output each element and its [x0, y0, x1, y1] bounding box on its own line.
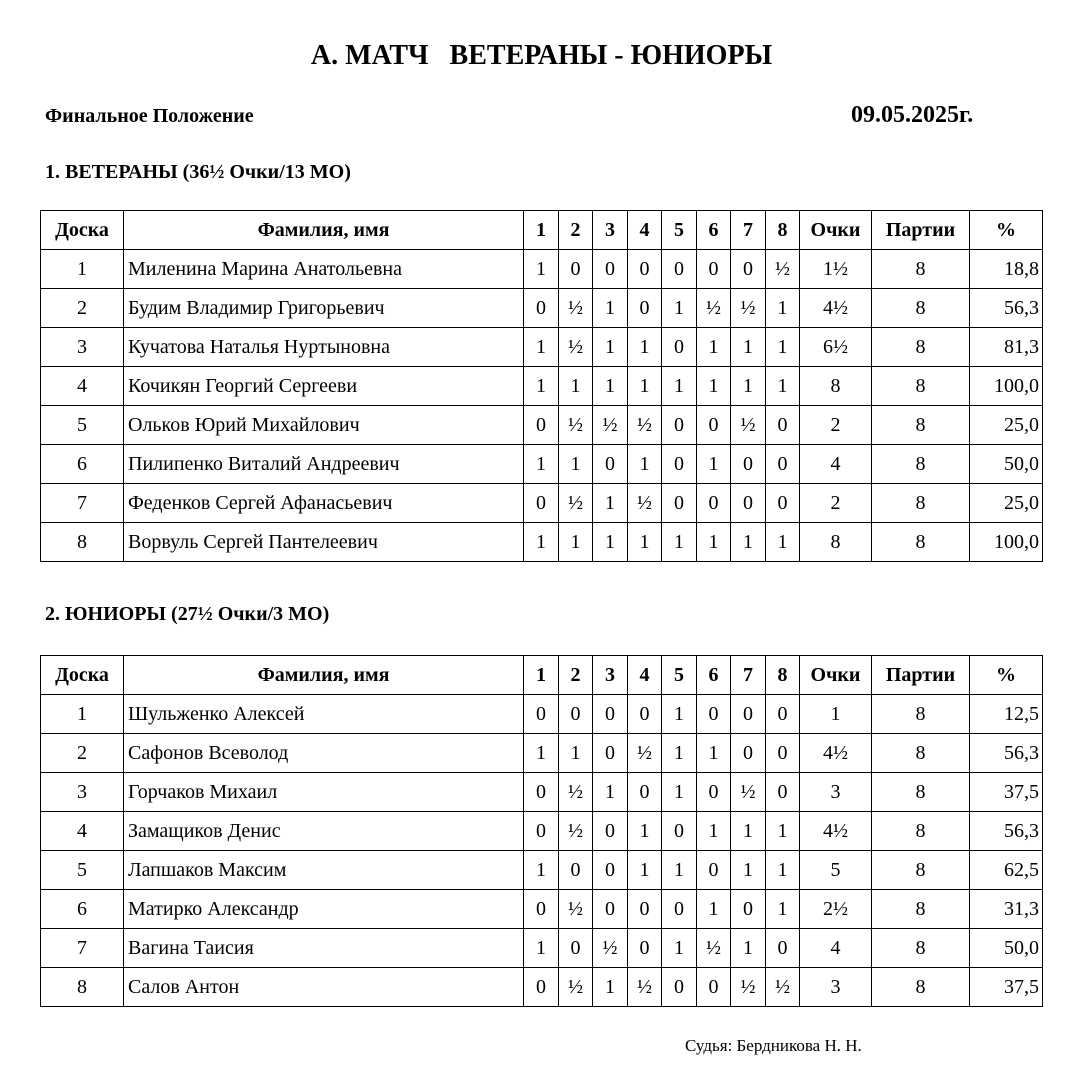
score-percent: 56,3	[970, 812, 1043, 851]
game-result: 1	[628, 812, 662, 851]
games-played: 8	[872, 929, 970, 968]
game-result: 1	[628, 328, 662, 367]
game-result: ½	[559, 328, 593, 367]
game-result: 0	[593, 851, 628, 890]
column-header: %	[970, 656, 1043, 695]
game-result: 1	[731, 367, 766, 406]
game-result: 1	[593, 484, 628, 523]
game-result: 1	[697, 812, 731, 851]
player-name: Ольков Юрий Михайлович	[124, 406, 524, 445]
points-total: 4	[800, 929, 872, 968]
game-result: 1	[697, 734, 731, 773]
table-row	[41, 328, 1043, 367]
game-result: ½	[559, 289, 593, 328]
header-row	[41, 211, 1043, 250]
table-row	[41, 445, 1043, 484]
game-result: 0	[593, 812, 628, 851]
game-result: ½	[593, 929, 628, 968]
player-name: Ворвуль Сергей Пантелеевич	[124, 523, 524, 562]
game-result: 0	[731, 695, 766, 734]
game-result: ½	[559, 773, 593, 812]
game-result: 0	[524, 406, 559, 445]
table-row	[41, 695, 1043, 734]
board-number: 8	[41, 523, 124, 562]
player-name: Кучатова Наталья Нуртыновна	[124, 328, 524, 367]
game-result: 1	[524, 328, 559, 367]
table-row	[41, 734, 1043, 773]
game-result: 0	[731, 484, 766, 523]
column-header: 8	[766, 656, 800, 695]
score-percent: 62,5	[970, 851, 1043, 890]
game-result: 0	[766, 734, 800, 773]
team-heading-veterans: 1. ВЕТЕРАНЫ (36½ Очки/13 МО)	[45, 161, 351, 183]
games-played: 8	[872, 695, 970, 734]
points-total: 2	[800, 406, 872, 445]
game-result: 1	[697, 445, 731, 484]
points-total: 8	[800, 367, 872, 406]
game-result: 1	[628, 367, 662, 406]
column-header: 7	[731, 211, 766, 250]
points-total: 5	[800, 851, 872, 890]
points-total: 4½	[800, 812, 872, 851]
points-total: 6½	[800, 328, 872, 367]
games-played: 8	[872, 289, 970, 328]
column-header: Доска	[41, 211, 124, 250]
game-result: 0	[731, 734, 766, 773]
game-result: ½	[697, 929, 731, 968]
game-result: 0	[559, 929, 593, 968]
game-result: 1	[593, 289, 628, 328]
column-header: 4	[628, 211, 662, 250]
game-result: 1	[662, 367, 697, 406]
column-header: Очки	[800, 656, 872, 695]
game-result: ½	[731, 406, 766, 445]
game-result: 1	[524, 523, 559, 562]
game-result: 0	[628, 773, 662, 812]
game-result: 1	[524, 445, 559, 484]
points-total: 1	[800, 695, 872, 734]
game-result: 1	[628, 523, 662, 562]
column-header: 3	[593, 211, 628, 250]
game-result: 0	[628, 289, 662, 328]
board-number: 8	[41, 968, 124, 1007]
game-result: 1	[766, 890, 800, 929]
game-result: 1	[593, 968, 628, 1007]
column-header: Фамилия, имя	[124, 656, 524, 695]
board-number: 7	[41, 484, 124, 523]
judge-signature: Судья: Бердникова Н. Н.	[685, 1036, 862, 1055]
game-result: 0	[524, 812, 559, 851]
board-number: 4	[41, 367, 124, 406]
column-header: 6	[697, 211, 731, 250]
player-name: Феденков Сергей Афанасьевич	[124, 484, 524, 523]
table-row	[41, 929, 1043, 968]
game-result: 1	[662, 773, 697, 812]
page-title: А. МАТЧ ВЕТЕРАНЫ - ЮНИОРЫ	[310, 40, 773, 71]
game-result: 1	[731, 812, 766, 851]
game-result: 0	[559, 250, 593, 289]
game-result: 0	[697, 773, 731, 812]
game-result: 0	[766, 929, 800, 968]
column-header: 3	[593, 656, 628, 695]
game-result: 1	[766, 328, 800, 367]
game-result: 0	[766, 773, 800, 812]
board-number: 1	[41, 695, 124, 734]
game-result: ½	[731, 968, 766, 1007]
points-total: 4½	[800, 289, 872, 328]
column-header: Партии	[872, 656, 970, 695]
column-header: Фамилия, имя	[124, 211, 524, 250]
game-result: 1	[731, 929, 766, 968]
game-result: 0	[593, 695, 628, 734]
points-total: 4½	[800, 734, 872, 773]
game-result: 0	[697, 968, 731, 1007]
game-result: ½	[628, 406, 662, 445]
game-result: ½	[628, 734, 662, 773]
game-result: ½	[731, 773, 766, 812]
player-name: Будим Владимир Григорьевич	[124, 289, 524, 328]
board-number: 5	[41, 851, 124, 890]
board-number: 3	[41, 328, 124, 367]
game-result: 0	[697, 851, 731, 890]
column-header: 5	[662, 211, 697, 250]
games-played: 8	[872, 812, 970, 851]
player-name: Замащиков Денис	[124, 812, 524, 851]
score-percent: 37,5	[970, 968, 1043, 1007]
game-result: 1	[524, 367, 559, 406]
game-result: 1	[697, 367, 731, 406]
points-total: 3	[800, 773, 872, 812]
game-result: 1	[766, 812, 800, 851]
game-result: ½	[766, 250, 800, 289]
game-result: ½	[766, 968, 800, 1007]
column-header: 7	[731, 656, 766, 695]
game-result: ½	[559, 968, 593, 1007]
game-result: 0	[524, 890, 559, 929]
column-header: 1	[524, 656, 559, 695]
player-name: Миленина Марина Анатольевна	[124, 250, 524, 289]
table-row	[41, 367, 1043, 406]
games-played: 8	[872, 367, 970, 406]
game-result: 1	[662, 523, 697, 562]
game-result: 0	[628, 929, 662, 968]
standings-subtitle: Финальное Положение	[45, 105, 254, 127]
games-played: 8	[872, 968, 970, 1007]
points-total: 2½	[800, 890, 872, 929]
game-result: 1	[524, 734, 559, 773]
team-table-veterans	[40, 210, 1043, 562]
game-result: 1	[662, 695, 697, 734]
game-result: 1	[559, 445, 593, 484]
team-table-juniors	[40, 655, 1043, 1007]
game-result: 0	[662, 484, 697, 523]
points-total: 8	[800, 523, 872, 562]
player-name: Вагина Таисия	[124, 929, 524, 968]
game-result: 0	[731, 890, 766, 929]
game-result: 1	[662, 289, 697, 328]
score-percent: 50,0	[970, 929, 1043, 968]
game-result: 0	[697, 406, 731, 445]
column-header: 5	[662, 656, 697, 695]
game-result: 0	[731, 445, 766, 484]
game-result: 0	[593, 445, 628, 484]
match-date: 09.05.2025г.	[851, 102, 974, 128]
column-header: Партии	[872, 211, 970, 250]
game-result: 0	[731, 250, 766, 289]
game-result: 0	[524, 773, 559, 812]
score-percent: 56,3	[970, 289, 1043, 328]
board-number: 4	[41, 812, 124, 851]
column-header: Очки	[800, 211, 872, 250]
board-number: 2	[41, 734, 124, 773]
game-result: ½	[731, 289, 766, 328]
game-result: 0	[593, 890, 628, 929]
games-played: 8	[872, 851, 970, 890]
table-row	[41, 968, 1043, 1007]
game-result: 0	[524, 695, 559, 734]
board-number: 5	[41, 406, 124, 445]
game-result: 0	[593, 734, 628, 773]
game-result: 1	[559, 734, 593, 773]
player-name: Кочикян Георгий Сергееви	[124, 367, 524, 406]
table-row	[41, 890, 1043, 929]
game-result: 1	[559, 523, 593, 562]
game-result: 1	[593, 773, 628, 812]
score-percent: 37,5	[970, 773, 1043, 812]
game-result: 1	[766, 289, 800, 328]
game-result: 0	[697, 250, 731, 289]
game-result: ½	[593, 406, 628, 445]
game-result: ½	[559, 484, 593, 523]
board-number: 2	[41, 289, 124, 328]
game-result: 1	[628, 851, 662, 890]
game-result: 1	[731, 851, 766, 890]
game-result: 0	[697, 695, 731, 734]
score-percent: 25,0	[970, 484, 1043, 523]
game-result: ½	[628, 484, 662, 523]
points-total: 3	[800, 968, 872, 1007]
score-percent: 31,3	[970, 890, 1043, 929]
game-result: 1	[628, 445, 662, 484]
table-row	[41, 484, 1043, 523]
game-result: 0	[766, 484, 800, 523]
game-result: 0	[662, 406, 697, 445]
player-name: Лапшаков Максим	[124, 851, 524, 890]
score-percent: 50,0	[970, 445, 1043, 484]
table-row	[41, 523, 1043, 562]
points-total: 2	[800, 484, 872, 523]
game-result: 1	[593, 367, 628, 406]
score-percent: 100,0	[970, 367, 1043, 406]
table-row	[41, 851, 1043, 890]
player-name: Салов Антон	[124, 968, 524, 1007]
game-result: 0	[628, 890, 662, 929]
player-name: Горчаков Михаил	[124, 773, 524, 812]
column-header: 2	[559, 211, 593, 250]
column-header: 1	[524, 211, 559, 250]
game-result: ½	[559, 890, 593, 929]
game-result: ½	[628, 968, 662, 1007]
score-percent: 100,0	[970, 523, 1043, 562]
games-played: 8	[872, 734, 970, 773]
game-result: 1	[731, 523, 766, 562]
games-played: 8	[872, 890, 970, 929]
game-result: 0	[662, 968, 697, 1007]
score-percent: 81,3	[970, 328, 1043, 367]
table-row	[41, 250, 1043, 289]
board-number: 3	[41, 773, 124, 812]
game-result: 0	[662, 890, 697, 929]
points-total: 4	[800, 445, 872, 484]
header-row	[41, 656, 1043, 695]
points-total: 1½	[800, 250, 872, 289]
table-row	[41, 406, 1043, 445]
game-result: 0	[662, 328, 697, 367]
game-result: 0	[766, 445, 800, 484]
game-result: 0	[559, 695, 593, 734]
game-result: 1	[593, 328, 628, 367]
game-result: 0	[662, 445, 697, 484]
game-result: 1	[593, 523, 628, 562]
game-result: 1	[662, 929, 697, 968]
game-result: 1	[697, 523, 731, 562]
score-percent: 18,8	[970, 250, 1043, 289]
games-played: 8	[872, 445, 970, 484]
team-heading-juniors: 2. ЮНИОРЫ (27½ Очки/3 МО)	[45, 603, 330, 625]
games-played: 8	[872, 523, 970, 562]
column-header: Доска	[41, 656, 124, 695]
player-name: Пилипенко Виталий Андреевич	[124, 445, 524, 484]
game-result: 0	[524, 484, 559, 523]
table-row	[41, 773, 1043, 812]
player-name: Шульженко Алексей	[124, 695, 524, 734]
player-name: Сафонов Всеволод	[124, 734, 524, 773]
game-result: 0	[628, 695, 662, 734]
column-header: 4	[628, 656, 662, 695]
game-result: ½	[559, 812, 593, 851]
table-row	[41, 812, 1043, 851]
game-result: ½	[559, 406, 593, 445]
score-percent: 56,3	[970, 734, 1043, 773]
game-result: 1	[697, 890, 731, 929]
games-played: 8	[872, 484, 970, 523]
board-number: 1	[41, 250, 124, 289]
game-result: ½	[697, 289, 731, 328]
score-percent: 12,5	[970, 695, 1043, 734]
game-result: 1	[731, 328, 766, 367]
game-result: 1	[766, 851, 800, 890]
game-result: 0	[559, 851, 593, 890]
game-result: 0	[593, 250, 628, 289]
column-header: 2	[559, 656, 593, 695]
game-result: 1	[559, 367, 593, 406]
score-percent: 25,0	[970, 406, 1043, 445]
game-result: 1	[766, 367, 800, 406]
game-result: 0	[662, 812, 697, 851]
game-result: 0	[628, 250, 662, 289]
game-result: 0	[524, 289, 559, 328]
game-result: 0	[766, 695, 800, 734]
games-played: 8	[872, 250, 970, 289]
board-number: 6	[41, 890, 124, 929]
game-result: 1	[662, 851, 697, 890]
table-row	[41, 289, 1043, 328]
game-result: 1	[697, 328, 731, 367]
game-result: 1	[524, 250, 559, 289]
board-number: 6	[41, 445, 124, 484]
column-header: %	[970, 211, 1043, 250]
game-result: 1	[766, 523, 800, 562]
games-played: 8	[872, 328, 970, 367]
game-result: 1	[524, 851, 559, 890]
column-header: 6	[697, 656, 731, 695]
column-header: 8	[766, 211, 800, 250]
game-result: 0	[524, 968, 559, 1007]
game-result: 0	[662, 250, 697, 289]
game-result: 1	[524, 929, 559, 968]
games-played: 8	[872, 773, 970, 812]
game-result: 0	[697, 484, 731, 523]
game-result: 0	[766, 406, 800, 445]
board-number: 7	[41, 929, 124, 968]
player-name: Матирко Александр	[124, 890, 524, 929]
games-played: 8	[872, 406, 970, 445]
game-result: 1	[662, 734, 697, 773]
